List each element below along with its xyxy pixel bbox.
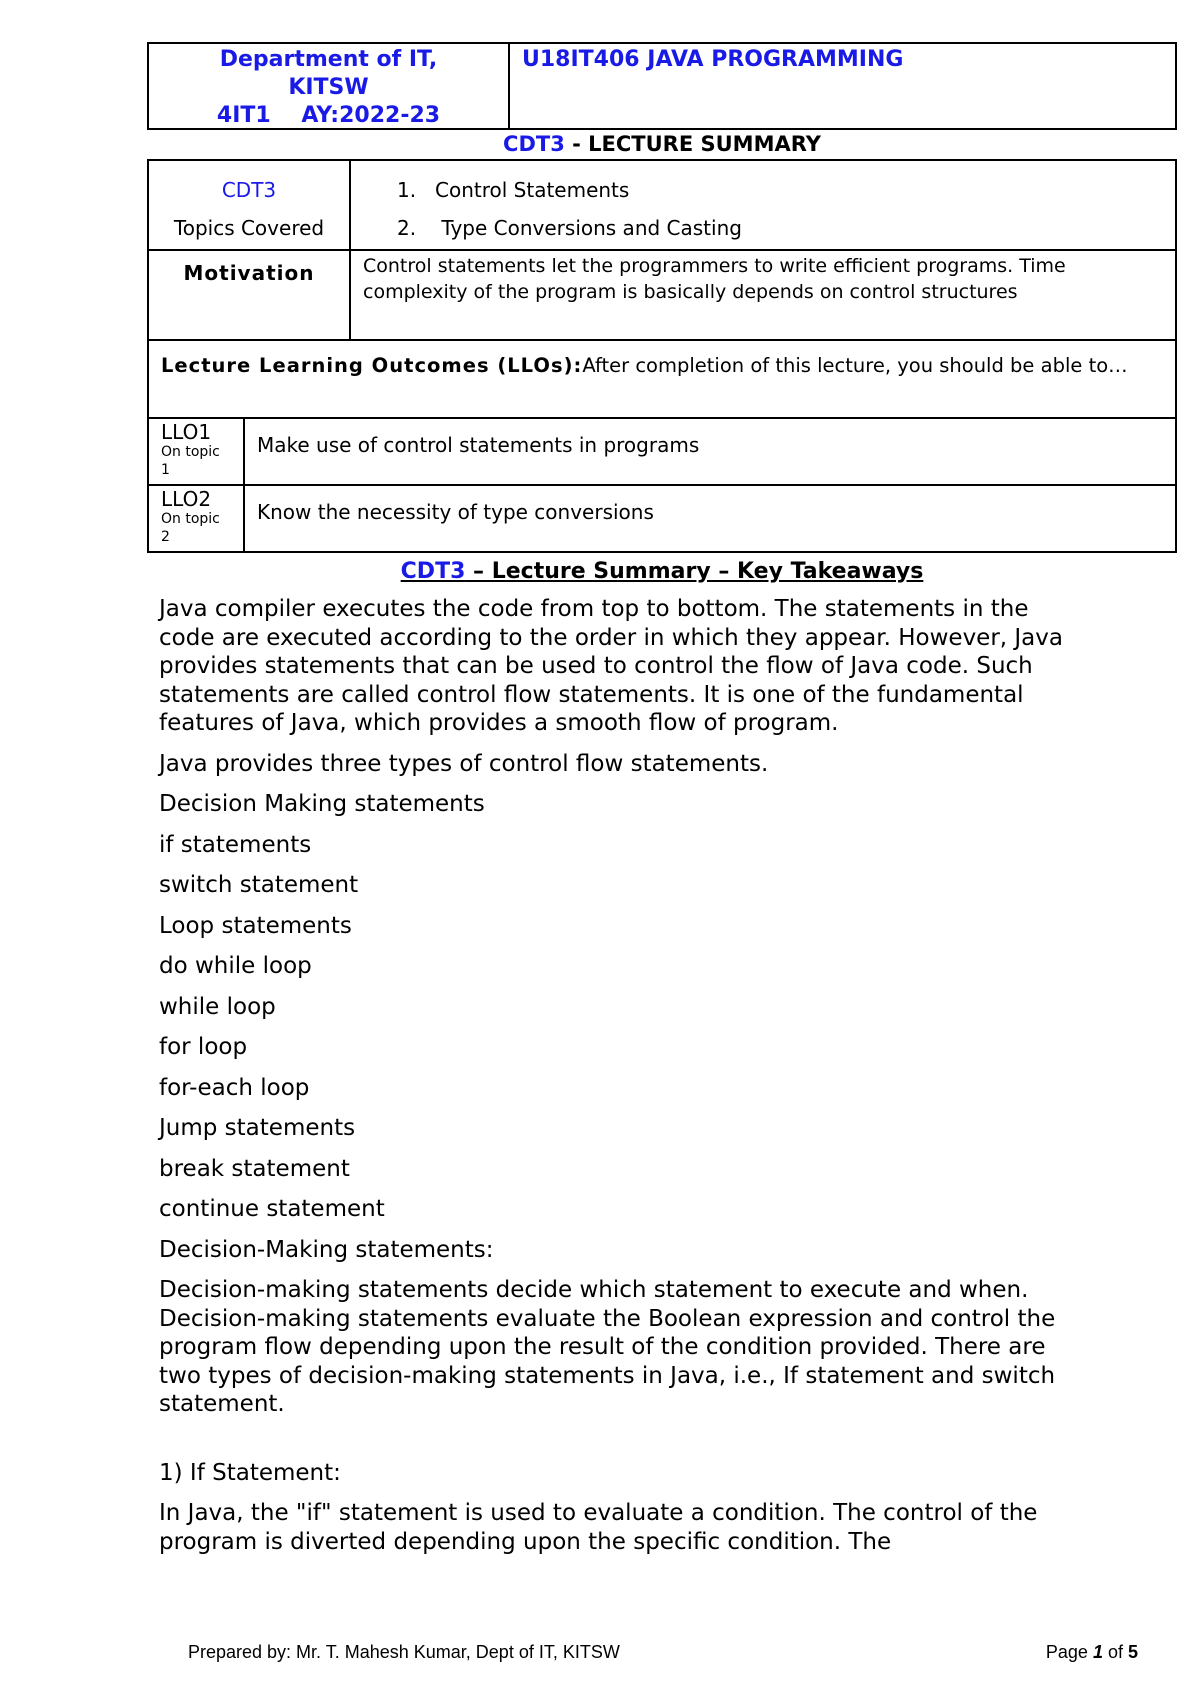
- motivation-row: [149, 251, 1175, 341]
- institute-name: KITSW: [288, 75, 369, 100]
- llo-intro: [149, 341, 1138, 417]
- llo-topic-number: 2: [161, 529, 170, 545]
- llo-intro-text: After completion of this lecture, you should be able to…: [582, 354, 1128, 377]
- llo-code: LLO1: [161, 420, 212, 444]
- list-item: for loop: [159, 1034, 248, 1060]
- llo-code: LLO2: [161, 487, 212, 511]
- topics-row: [149, 161, 1175, 251]
- motivation-label: Motivation: [149, 251, 351, 339]
- topics-label-cell: [149, 161, 351, 249]
- takeaways-text: – Lecture Summary – Key Takeaways: [465, 559, 924, 584]
- llo-topic-number: 1: [161, 462, 170, 478]
- course-cell: [510, 44, 1175, 128]
- lecture-info-table: [147, 159, 1177, 553]
- list-item: if statements: [159, 831, 312, 858]
- llo-row: [149, 419, 1175, 486]
- list-item: for-each loop: [159, 1074, 310, 1101]
- llo-text: Make use of control statements in programs: [257, 433, 700, 457]
- summary-text: - LECTURE SUMMARY: [564, 132, 821, 156]
- list-item: while loop: [159, 993, 276, 1020]
- department-cell: [149, 44, 510, 128]
- page-number: Page 1 of 5: [1045, 1642, 1138, 1662]
- topics-label: Topics Covered: [173, 216, 325, 240]
- summary-body: [159, 595, 1079, 1568]
- lecture-summary-title: [147, 130, 1177, 158]
- topic-item: 2. Type Conversions and Casting: [397, 216, 742, 240]
- topic-item: 1. Control Statements: [397, 178, 630, 202]
- list-item: continue statement: [159, 1196, 385, 1222]
- class-year: 4IT1 AY:2022-23: [216, 103, 441, 128]
- llo-code-cell: [149, 419, 245, 484]
- prepared-by: Prepared by: Mr. T. Mahesh Kumar, Dept of IT, KITSW: [188, 1642, 620, 1662]
- course-title: U18IT406 JAVA PROGRAMMING: [522, 47, 904, 72]
- list-item: break statement: [159, 1155, 350, 1182]
- page-footer: [188, 1642, 1148, 1663]
- list-item: Loop statements: [159, 912, 352, 939]
- header-table: [147, 42, 1177, 130]
- llo-row: [149, 486, 1175, 551]
- list-item: Decision-Making statements:: [159, 1236, 494, 1263]
- key-takeaways-title: [147, 558, 1177, 586]
- list-item: do while loop: [159, 953, 312, 979]
- llo-intro-row: [149, 341, 1175, 419]
- llo-intro-label: Lecture Learning Outcomes (LLOs):: [161, 354, 583, 377]
- topics-code: CDT3: [221, 178, 277, 202]
- paragraph-if-statement: In Java, the "if" statement is used to evaluate a condition. The control of the program is diverted depending upon the specific condition. The: [159, 1500, 1038, 1555]
- paragraph-types: Java provides three types of control flow statements.: [159, 750, 769, 777]
- summary-code: CDT3: [503, 132, 565, 156]
- paragraph-decision-making: Decision-making statements decide which statement to execute and when. Decision-making statements evaluate the Boolean expression and control the program flow depending upon the result of the condition provided. There are two types of decision-making statements in Java, i.e., If statement and switch statement.: [159, 1277, 1056, 1417]
- if-statement-heading: 1) If Statement:: [159, 1459, 341, 1486]
- llo-topic: On topic: [161, 444, 220, 460]
- topics-list: [351, 161, 1175, 249]
- list-item: Jump statements: [159, 1115, 356, 1141]
- list-item: switch statement: [159, 872, 359, 898]
- llo-text: Know the necessity of type conversions: [257, 500, 654, 524]
- llo-topic: On topic: [161, 511, 220, 527]
- department-name: Department of IT,: [219, 47, 438, 72]
- motivation-text: Control statements let the programmers to write efficient programs. Time complexity of the program is basically depends on control structures: [363, 255, 1066, 303]
- paragraph-intro: Java compiler executes the code from top to bottom. The statements in the code are executed according to the order in which they appear. However, Java provides statements that can be used to control the flow of Java code. Such statements are called control flow statements. It is one of the fundamental features of Java, which provides a smooth flow of program.: [159, 596, 1063, 736]
- list-item: Decision Making statements: [159, 791, 485, 817]
- spacer: [159, 1431, 1079, 1459]
- llo-code-cell: [149, 486, 245, 551]
- takeaways-code: CDT3: [400, 559, 466, 584]
